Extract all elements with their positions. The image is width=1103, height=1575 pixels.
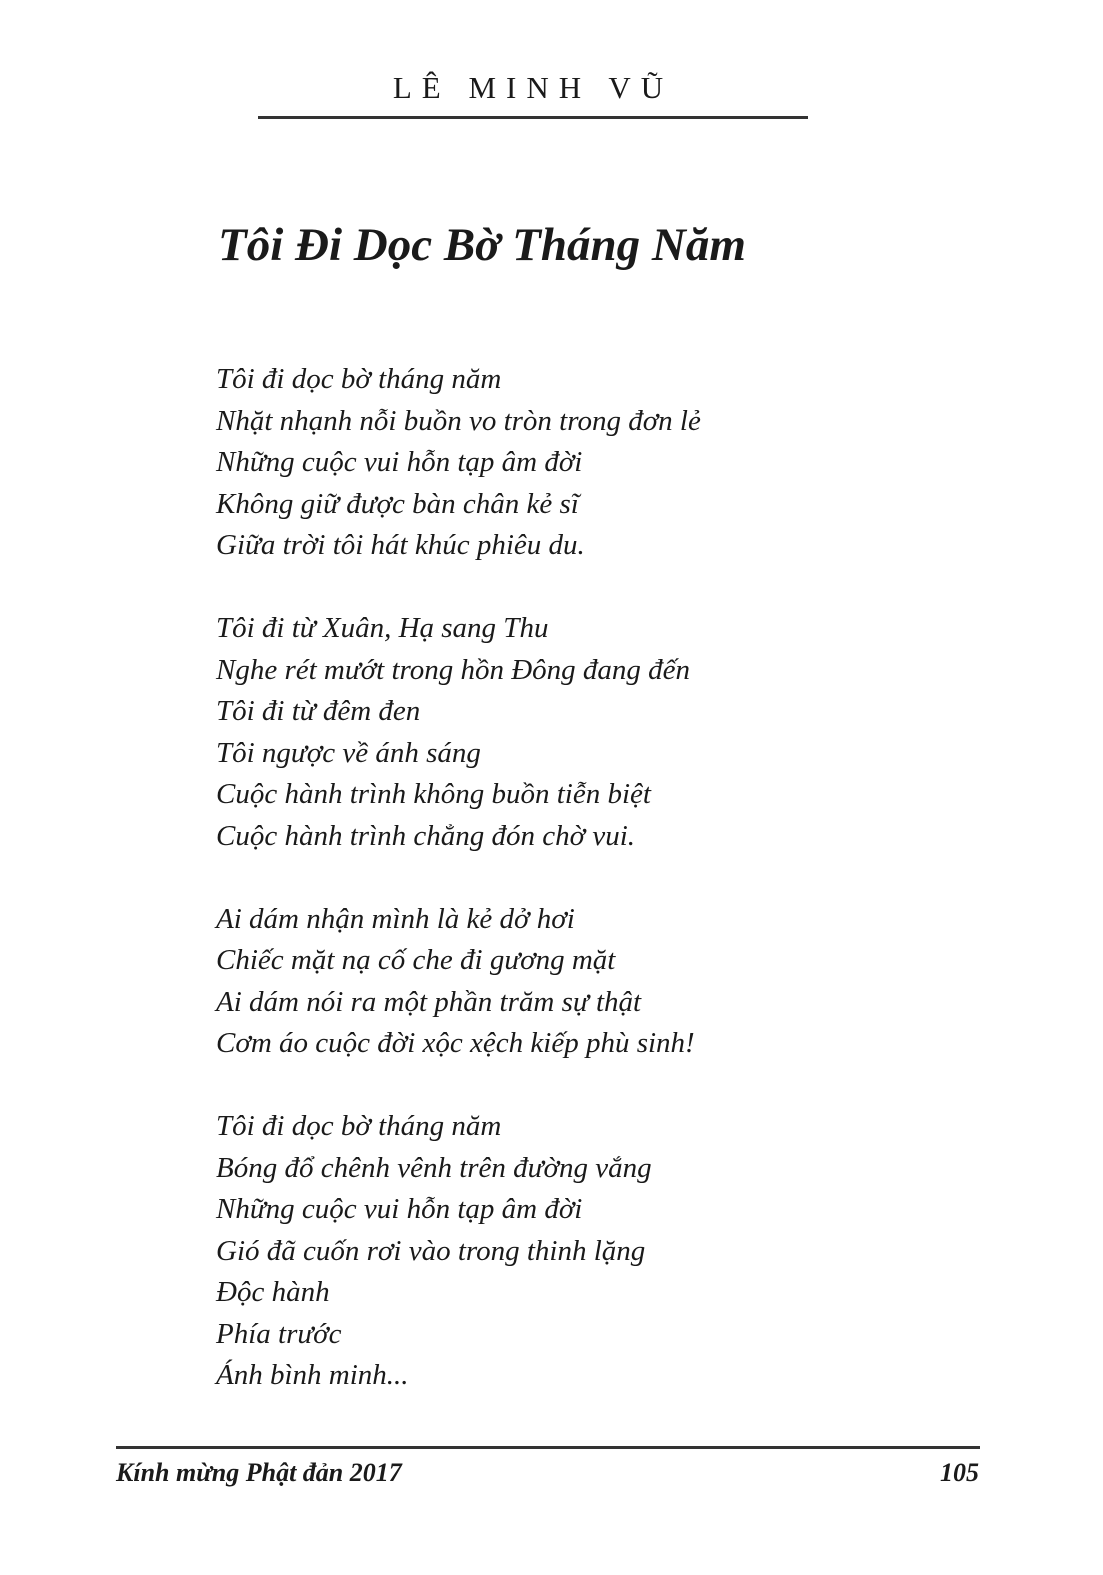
poem-line: Chiếc mặt nạ cố che đi gương mặt [216, 944, 616, 976]
poem-line: Tôi đi dọc bờ tháng năm [216, 363, 502, 395]
poem-line: Độc hành [216, 1276, 330, 1308]
poem-line: Nghe rét mướt trong hồn Đông đang đến [216, 653, 691, 686]
footer-publication: Kính mừng Phật đản 2017 [116, 1458, 402, 1487]
poem-line: Gió đã cuốn rơi vào trong thinh lặng [216, 1234, 646, 1267]
poem-line: Bóng đổ chênh vênh trên đường vắng [216, 1151, 652, 1184]
page-number: 105 [940, 1458, 979, 1487]
poem-line: Nhặt nhạnh nỗi buồn vo tròn trong đơn lẻ [216, 404, 701, 437]
poem-line: Không giữ được bàn chân kẻ sĩ [216, 487, 579, 520]
poem-line: Cuộc hành trình chẳng đón chờ vui. [216, 819, 636, 852]
poem-line: Phía trước [216, 1317, 342, 1350]
poem-line: Tôi đi từ đêm đen [216, 695, 421, 727]
poem-line: Những cuộc vui hỗn tạp âm đời [216, 446, 583, 478]
poem-line: Tôi đi từ Xuân, Hạ sang Thu [216, 612, 549, 644]
running-header-author: LÊ MINH VŨ [392, 70, 674, 105]
stanza-1 [216, 359, 701, 567]
poem-body [216, 359, 701, 1397]
footer-divider [116, 1446, 980, 1449]
poem-line: Cuộc hành trình không buồn tiễn biệt [216, 778, 651, 810]
poem-line: Những cuộc vui hỗn tạp âm đời [216, 1193, 583, 1225]
poem-line: Ánh bình minh... [216, 1359, 409, 1391]
poem-line: Ai dám nói ra một phần trăm sự thật [216, 985, 642, 1018]
poem-line: Tôi đi dọc bờ tháng năm [216, 1110, 502, 1142]
poem-title: Tôi Đi Dọc Bờ Tháng Năm [218, 219, 746, 271]
poem-line: Giữa trời tôi hát khúc phiêu du. [216, 529, 585, 561]
stanza-4 [216, 1106, 701, 1397]
header-divider [258, 116, 808, 119]
poem-line: Ai dám nhận mình là kẻ dở hơi [216, 902, 575, 935]
stanza-3 [216, 899, 701, 1065]
poem-line: Tôi ngược về ánh sáng [216, 736, 481, 769]
poem-line: Cơm áo cuộc đời xộc xệch kiếp phù sinh! [216, 1027, 695, 1059]
stanza-2 [216, 608, 701, 857]
